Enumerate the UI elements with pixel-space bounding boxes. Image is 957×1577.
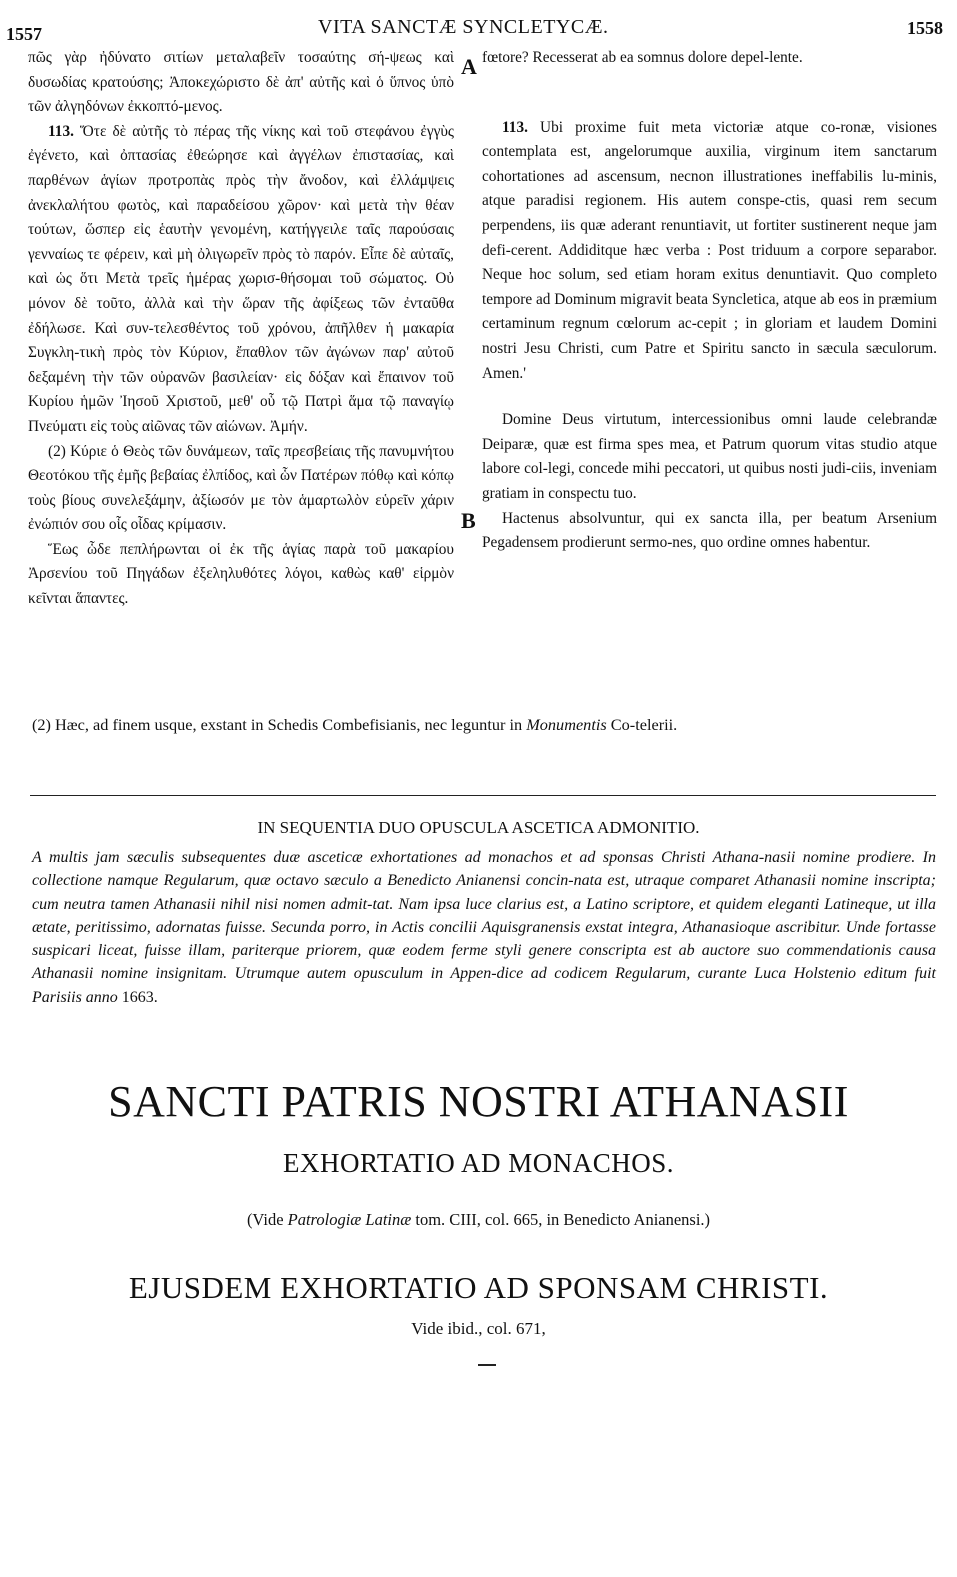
reference-post: tom. CIII, col. 665, in Benedicto Anianensi.)	[411, 1210, 711, 1229]
latin-section-number: 113.	[502, 118, 528, 136]
latin-column	[482, 46, 937, 556]
admonitio-year: 1663.	[121, 988, 158, 1006]
footnote-text: (2) Hæc, ad finem usque, exstant in Schedis Combefisianis, nec leguntur in	[32, 715, 527, 734]
admonitio-body: A multis jam sæculis subsequentes duæ asceticæ exhortationes ad monachos et ad sponsas Christi Athana-nasii nomine prodiere. In collectione namque Regularum, quæ octavo sæculo a Benedicto Anianensi concin-nata est, utraque comparet Athanasii nomine inscripta; cum neutra tamen Athanasii nihil nisi nomen admit-tat. Nam ipsa luce clarius est, a Latino scriptore, et quidem eleganti Latineque, ut illa ætate, peritissimo, adornatas fuisse. Secunda porro, in Actis concilii Aquisgranensis exstat integra, Athanasioque ascribitur. Unde fortasse suspicari liceat, fuisse illam, pariterque priorem, quæ eodem ferme styli genere conscripta est ab auctore suo commendationis causa Athanasii nomine insignitam. Utrumque autem opusculum in Appen-dice ad codicem Regularum, curante Luca Holstenio editum fuit Parisiis anno	[32, 849, 936, 1006]
greek-paragraph-1: πῶς γὰρ ἠδύνατο σιτίων μεταλαβεῖν τοσαύτης σή-ψεως καὶ δυσωδίας κρατούσης; Ἀποκεχώριστο δὲ ἀπ' αὐτῆς καὶ ὁ ὕπνος ὑπὸ τῶν ἀλγηδόνων ἐκκοπτό-μενος.	[28, 49, 454, 116]
margin-marker-b: B	[461, 508, 476, 533]
greek-paragraph-4: Ἕως ὧδε πεπλήρωνται οἱ ἐκ τῆς ἁγίας παρὰ τοῦ μακαρίου Ἀρσενίου τοῦ Πηγάδων ἐξεληλυθότες λόγοι, καθὼς καθ' εἱρμὸν κεῖνται ἅπαντες.	[28, 540, 454, 608]
footnote-end: Co-telerii.	[606, 715, 678, 734]
latin-paragraph-1: fœtore? Recesserat ab ea somnus dolore depel-lente.	[482, 49, 803, 66]
latin-paragraph-4: Hactenus absolvuntur, qui ex sancta illa, per beatum Arsenium Pegadensem prodierunt sermo-nes, quo ordine omnes habentur.	[482, 509, 937, 552]
footnote	[32, 714, 934, 736]
reference-italic: Patrologiæ Latinæ	[287, 1210, 412, 1229]
greek-section-number: 113.	[48, 122, 74, 140]
column-number-left: 1557	[6, 24, 42, 44]
closing-dash	[478, 1364, 496, 1366]
greek-paragraph-3: (2) Κύριε ὁ Θεὸς τῶν δυνάμεων, ταῖς πρεσβείαις τῆς πανυμνήτου Θεοτόκου τῆς ἐμῆς βεβαίας ἐλπίδος, καὶ ὧν Πατέρων πόθῳ καὶ κόπῳ τοὺς βίους συνελεξάμην, ἀξίωσόν με τὸν ἁμαρτωλὸν εὑρεῖν χάριν ἐνώπιόν σου οἷς οἶδας κρίμασιν.	[28, 442, 454, 534]
second-reference: Vide ibid., col. 671,	[411, 1319, 546, 1338]
latin-paragraph-2	[482, 116, 937, 387]
admonitio-heading: IN SEQUENTIA DUO OPUSCULA ASCETICA ADMONITIO.	[257, 818, 700, 837]
second-title: EJUSDEM EXHORTATIO AD SPONSAM CHRISTI.	[128, 1270, 829, 1305]
reference-note	[0, 1210, 957, 1230]
divider-rule	[30, 795, 936, 796]
greek-column	[28, 46, 454, 612]
greek-paragraph-2	[28, 120, 454, 440]
reference-pre: (Vide	[246, 1210, 288, 1229]
footnote-italic: Monumentis	[526, 715, 607, 734]
greek-paragraph-2-text: Ὅτε δὲ αὐτῆς τὸ πέρας τῆς νίκης καὶ τοῦ στεφάνου ἐγγὺς ἐγένετο, καὶ ὀπτασίας ἐθεώρησε καὶ ἀγγέλων ἐπιστασίας, καὶ παρθένων ἁγίων προτροπὰς πρὸς τὴν ἄνοδον, καὶ ἐλλάμψεις ἀνεκλαλήτου φωτὸς, καὶ παραδείσου χῶρον· καὶ μετὰ τὴν θέαν τούτων, ὥσπερ εἰς ἑαυτὴν γενομένη, κατήγγειλε ταῖς παρούσαις γενναίως τε φέρειν, καὶ μὴ ὀλιγωρεῖν πρὸς τὸ παρόν. Εἶπε δὲ αὐταῖς, καὶ ὡς ὅτι Μετὰ τρεῖς ἡμέρας χωρισ-θήσομαι τοῦ σώματος. Οὐ μόνον δὲ τοῦτο, ἀλλὰ καὶ τὴν ὥραν τῆς ἀφίξεως τῶν ἐνταῦθα ἐδήλωσε. Καὶ συν-τελεσθέντος τοῦ χρόνου, ἀπῆλθεν ἡ μακαρία Συγκλη-τικὴ πρὸς τὸν Κύριον, ἔπαθλον τῶν ἀγώνων παρ' αὐτοῦ δεξαμένη τὴν τῶν οὐρανῶν βασιλείαν· εἰς δόξαν καὶ ἔπαινον τοῦ Κυρίου ἡμῶν Ἰησοῦ Χριστοῦ, μεθ' οὗ τῷ Πατρὶ ἅμα τῷ παναγίῳ Πνεύματι εἰς τοὺς αἰῶνας τῶν αἰώνων. Ἀμήν.	[28, 122, 454, 435]
margin-marker-a: A	[461, 54, 477, 79]
admonitio-text	[32, 846, 936, 1009]
subtitle: EXHORTATIO AD MONACHOS.	[283, 1148, 674, 1178]
main-title: SANCTI PATRIS NOSTRI ATHANASII	[108, 1077, 849, 1126]
latin-paragraph-3: Domine Deus virtutum, intercessionibus omni laude celebrandæ Deiparæ, quæ est firma spes mea, et Patrum quorum vitas studio atque labore col-legi, concede mihi peccatori, ut quibus nosti judi-ciis, inveniam gratiam in conspectu tuo.	[482, 411, 937, 502]
column-number-right: 1558	[907, 18, 943, 38]
running-title: VITA SANCTÆ SYNCLETYCÆ.	[318, 16, 609, 38]
latin-paragraph-2-text: Ubi proxime fuit meta victoriæ atque co-ronæ, visiones contemplata est, angelorumque auxilia, virginum item sanctarum cohortationes ad ascensum, necnon illustrationes ineffabilis lu-minis, atque paradisi regionem. His autem conspe-ctis, quasi rem secum perpendens, iis quæ aderant renuntiavit, ut fortiter sustinerent neque jam defi-cerent. Addiditque hæc verba : Post triduum a corpore separabor. Neque hoc solum, sed etiam horam exitus denuntiavit. Quo completo tempore ad Dominum migravit beata Syncletica, atque ab eos in præmium certaminum regnum cœlorum ac-cepit ; in gloriam et laudem Domini nostri Jesu Christi, cum Patre et Spiritu sancto in sæcula sæculorum. Amen.'	[482, 118, 937, 382]
